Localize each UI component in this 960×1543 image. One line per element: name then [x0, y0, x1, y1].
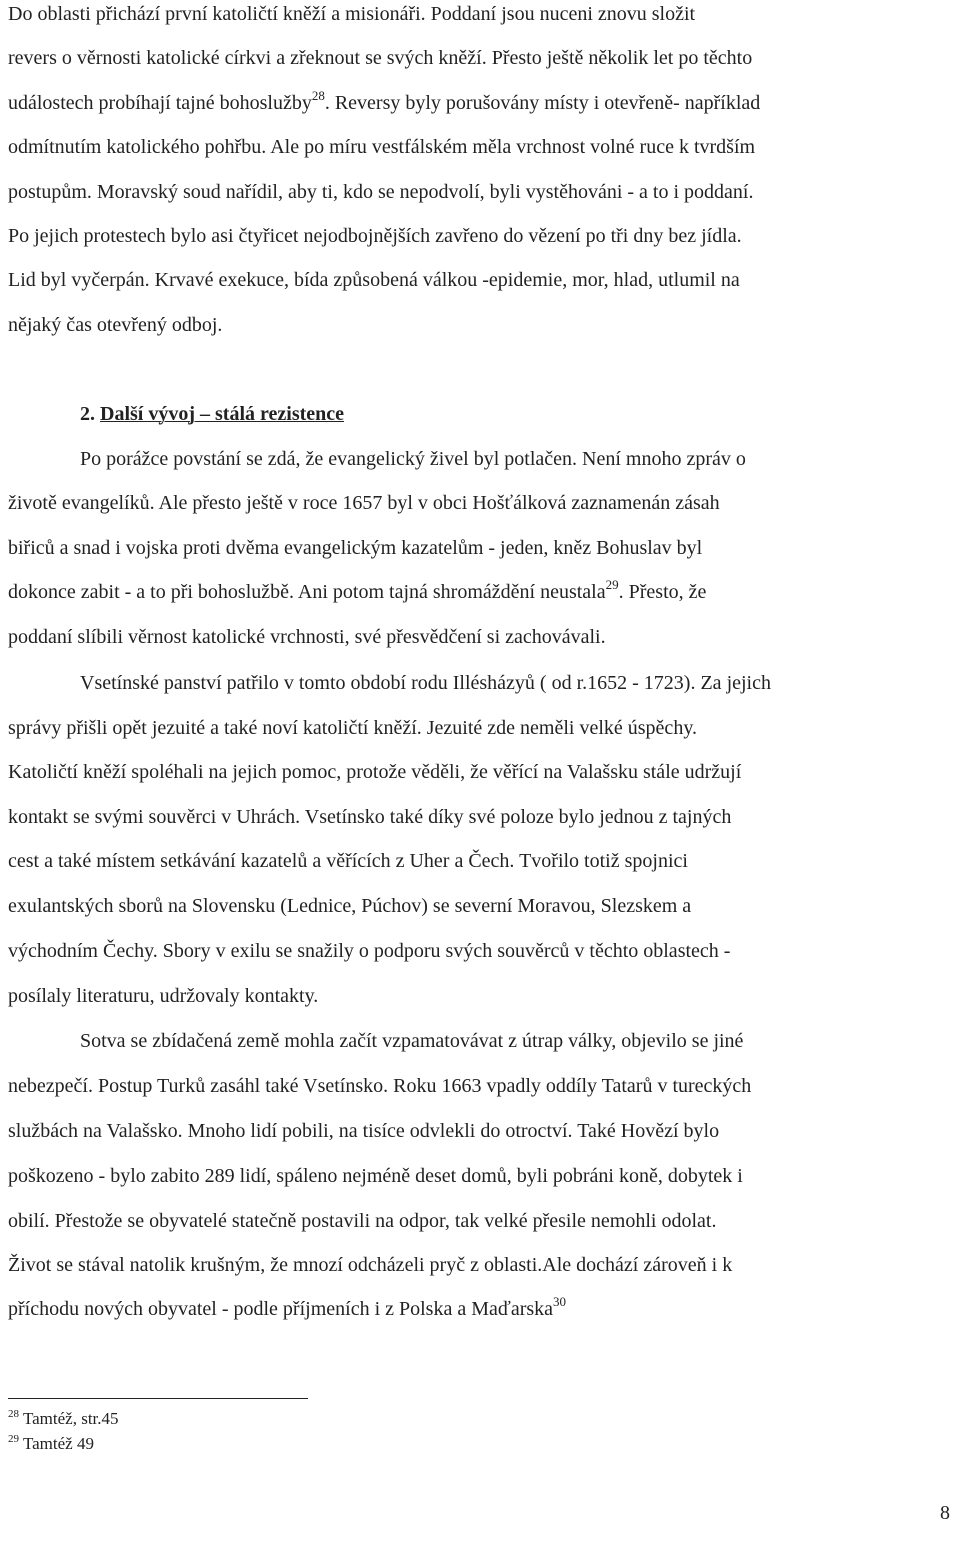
p2-line-3: biřiců a snad i vojska proti dvěma evangelickým kazatelům - jeden, kněz Bohuslav byl [8, 537, 703, 559]
p4-line-4: poškozeno - bylo zabito 289 lidí, spáleno nejméně deset domů, byli pobráni koně, dobytek i [8, 1165, 743, 1187]
p3-line-8: posílaly literaturu, udržovaly kontakty. [8, 985, 319, 1007]
p2-line-4-text: dokonce zabit - a to při bohoslužbě. Ani potom tajná shromáždění neustala [8, 581, 606, 603]
p2-line-5: poddaní slíbili věrnost katolické vrchnosti, své přesvědčení si zachovávali. [8, 626, 606, 648]
p2-line-1: Po porážce povstání se zdá, že evangelický živel byl potlačen. Není mnoho zpráv o [80, 448, 746, 470]
p4-line-5: obilí. Přestože se obyvatelé statečně postavili na odpor, tak velké přesile nemohli odolat. [8, 1210, 717, 1232]
p3-line-5: cest a také místem setkávání kazatelů a věřících z Uher a Čech. Tvořilo totiž spojnici [8, 850, 688, 872]
p1-line-4: odmítnutím katolického pohřbu. Ale po míru vestfálském měla vrchnost volné ruce k tvrdším [8, 136, 756, 158]
p3-line-1: Vsetínské panství patřilo v tomto období rodu Illésházyů ( od r.1652 - 1723). Za jejich [80, 672, 771, 694]
footnote-28 [8, 1409, 119, 1429]
p1-line-7: Lid byl vyčerpán. Krvavé exekuce, bída způsobená válkou -epidemie, mor, hlad, utlumil na [8, 269, 740, 291]
section-heading [80, 402, 344, 426]
footnote-text: Tamtéž 49 [19, 1434, 94, 1453]
footnote-number: 28 [8, 1408, 19, 1420]
p1-line-3 [8, 88, 761, 115]
p1-line-2: revers o věrnosti katolické církvi a zřeknout se svých kněží. Přesto ještě několik let po těchto [8, 47, 753, 69]
p3-line-3: Katoličtí kněží spoléhali na jejich pomoc, protože věděli, že věřící na Valašsku stále udržují [8, 761, 742, 783]
p3-line-2: správy přišli opět jezuité a také noví katoličtí kněží. Jezuité zde neměli velké úspěchy. [8, 717, 698, 739]
p4-line-7-text: příchodu nových obyvatel - podle příjmeních i z Polska a Maďarska [8, 1298, 554, 1320]
p1-line-8: nějaký čas otevřený odboj. [8, 314, 223, 336]
p3-line-7: východním Čechy. Sbory v exilu se snažily o podporu svých souvěrců v těchto oblastech - [8, 940, 731, 962]
p2-line-4-text-after: . Přesto, že [618, 581, 707, 603]
p1-line-5: postupům. Moravský soud nařídil, aby ti, kdo se nepodvolí, byli vystěhováni - a to i poddaní. [8, 181, 754, 203]
p3-line-4: kontakt se svými souvěrci v Uhrách. Vsetínsko také díky své poloze bylo jednou z tajných [8, 806, 732, 828]
footnote-29 [8, 1434, 94, 1454]
p4-line-7 [8, 1294, 567, 1321]
footnote-separator [8, 1398, 308, 1399]
p1-line-3-text: událostech probíhají tajné bohoslužby [8, 92, 312, 114]
p1-line-1: Do oblasti přichází první katoličtí kněží a misionáři. Poddaní jsou nuceni znovu složit [8, 3, 696, 25]
section-title: Další vývoj – stálá rezistence [100, 403, 345, 425]
footnote-ref-29: 29 [605, 577, 619, 592]
section-number: 2. [80, 403, 95, 425]
p1-line-3-text-after: . Reversy byly porušovány místy i otevřeně- například [324, 92, 761, 114]
footnote-number: 29 [8, 1433, 19, 1445]
p4-line-3: službách na Valašsko. Mnoho lidí pobili, na tisíce odvlekli do otroctví. Také Hovězí bylo [8, 1120, 720, 1142]
p4-line-2: nebezpečí. Postup Turků zasáhl také Vsetínsko. Roku 1663 vpadly oddíly Tatarů v tureckých [8, 1075, 752, 1097]
p2-line-4 [8, 577, 707, 604]
footnote-ref-28: 28 [311, 88, 325, 103]
p4-line-6: Život se stával natolik krušným, že mnozí odcházeli pryč z oblasti.Ale dochází zároveň i k [8, 1254, 733, 1276]
p2-line-2: životě evangelíků. Ale přesto ještě v roce 1657 byl v obci Hošťálková zaznamenán zásah [8, 492, 720, 514]
footnote-text: Tamtéž, str.45 [19, 1409, 119, 1428]
p4-line-1: Sotva se zbídačená země mohla začít vzpamatovávat z útrap války, objevilo se jiné [80, 1030, 744, 1052]
p1-line-6: Po jejich protestech bylo asi čtyřicet nejodbojnějších zavřeno do vězení po tři dny bez jídla. [8, 225, 742, 247]
page-number: 8 [940, 1502, 950, 1524]
p3-line-6: exulantských sborů na Slovensku (Lednice, Púchov) se severní Moravou, Slezskem a [8, 895, 692, 917]
footnote-ref-30: 30 [553, 1294, 567, 1309]
